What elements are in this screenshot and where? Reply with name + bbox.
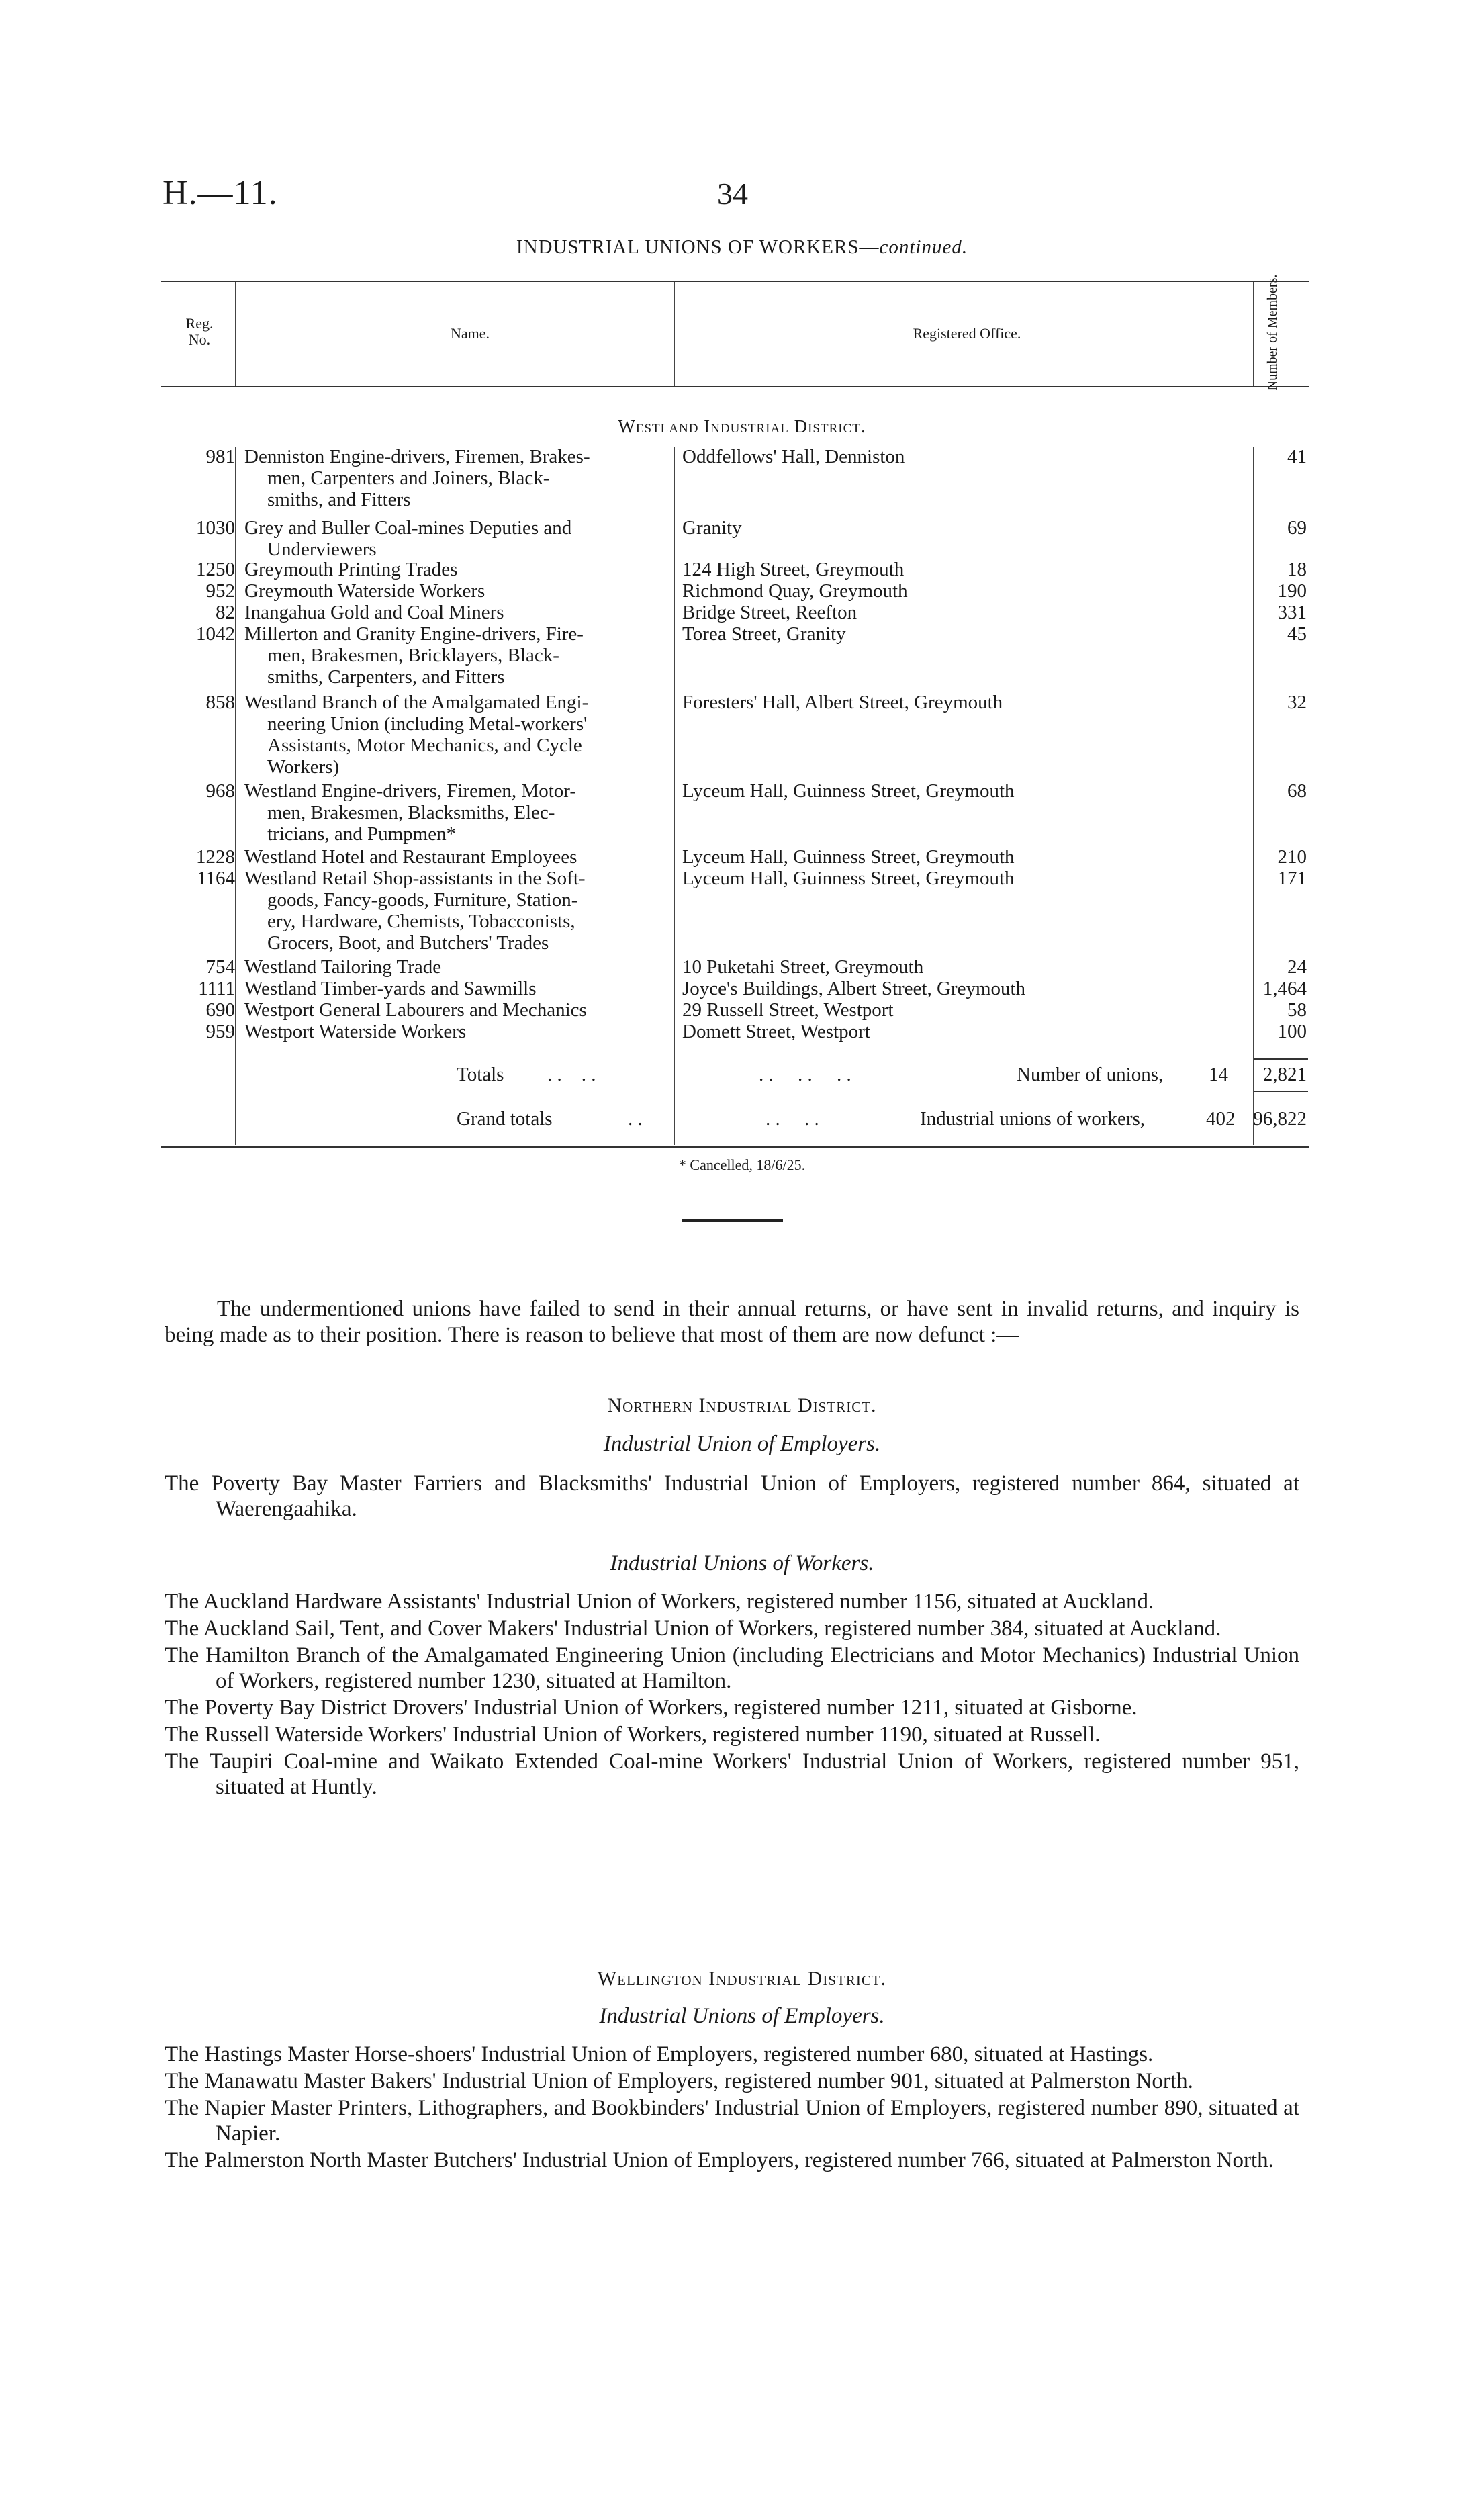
wellington-district-heading: Wellington Industrial District. (597, 1968, 887, 1990)
union-entry: The Hamilton Branch of the Amalgamated Engineering Union (including Electricians and Motor Mechanics) Industrial Union of Workers, registered number 1230, situated at Hamilton. (165, 1643, 1299, 1693)
union-name-line: ery, Hardware, Chemists, Tobacconists, (267, 911, 575, 932)
union-name (244, 978, 655, 999)
totals-leader: . . . . (547, 1064, 596, 1085)
reg-number: 981 (205, 446, 235, 467)
union-entry: The Auckland Hardware Assistants' Industrial Union of Workers, registered number 1156, situated at Auckland. (165, 1590, 1154, 1614)
union-name (244, 956, 655, 978)
reg-number: 1042 (196, 623, 235, 645)
member-count: 100 (1277, 1021, 1307, 1042)
union-name-line: Grey and Buller Coal-mines Deputies and (244, 517, 572, 539)
member-count: 24 (1287, 956, 1307, 978)
grand-totals-description: Industrial unions of workers, (920, 1108, 1146, 1130)
union-name (244, 868, 655, 954)
column-divider-reg (235, 282, 236, 386)
northern-employers-heading: Industrial Union of Employers. (603, 1432, 881, 1456)
member-count: 210 (1277, 846, 1307, 868)
table-title (0, 236, 1484, 259)
union-name-line: Westport Waterside Workers (244, 1021, 467, 1042)
union-entry: The Napier Master Printers, Lithographers, and Bookbinders' Industrial Union of Employers, registered number 890, situated at Napier. (165, 2096, 1299, 2146)
registered-office: 124 High Street, Greymouth (682, 559, 905, 580)
totals-leader-office: . . . . . . (759, 1064, 851, 1085)
union-name-line: Greymouth Waterside Workers (244, 580, 485, 602)
reg-number: 1228 (196, 846, 235, 868)
totals-description: Number of unions, (1017, 1064, 1164, 1085)
union-name-line: tricians, and Pumpmen* (267, 823, 457, 845)
union-name-line: Westland Engine-drivers, Firemen, Motor- (244, 780, 576, 802)
union-entry: The Taupiri Coal-mine and Waikato Extended Coal-mine Workers' Industrial Union of Workers, registered number 951, situated at Huntly. (165, 1749, 1299, 1799)
union-name-line: Westland Tailoring Trade (244, 956, 442, 978)
reg-number: 1164 (197, 868, 235, 889)
member-count: 45 (1287, 623, 1307, 645)
document-reference: H.—11. (163, 174, 278, 212)
member-count: 171 (1277, 868, 1307, 889)
registered-office: Lyceum Hall, Guinness Street, Greymouth (682, 780, 1015, 802)
union-entry: The Poverty Bay District Drovers' Industrial Union of Workers, registered number 1211, situated at Gisborne. (165, 1696, 1138, 1720)
registered-office: Torea Street, Granity (682, 623, 846, 645)
totals-union-count: 14 (1209, 1064, 1228, 1085)
wellington-employers-heading: Industrial Unions of Employers. (599, 2004, 885, 2028)
grand-totals-members: 96,822 (1253, 1108, 1307, 1130)
union-name-line: goods, Fancy-goods, Furniture, Station- (267, 889, 578, 911)
union-entry: The Manawatu Master Bakers' Industrial Union of Employers, registered number 901, situated at Palmerston North. (165, 2069, 1193, 2093)
section-divider (682, 1219, 783, 1222)
table-title-main: INDUSTRIAL UNIONS OF WORKERS— (516, 236, 880, 258)
northern-workers-heading: Industrial Unions of Workers. (610, 1551, 874, 1575)
column-header-office: Registered Office. (913, 325, 1021, 342)
column-divider-name (674, 282, 675, 386)
column-divider-reg-body (235, 447, 236, 1145)
union-name-line: Westport General Labourers and Mechanics (244, 999, 587, 1021)
registered-office: Granity (682, 517, 742, 539)
union-name-line: men, Carpenters and Joiners, Black- (267, 467, 550, 489)
union-name-line: Greymouth Printing Trades (244, 559, 458, 580)
footnote: * Cancelled, 18/6/25. (678, 1156, 806, 1173)
totals-top-rule (1254, 1058, 1308, 1060)
union-name-line: Westland Retail Shop-assistants in the Soft- (244, 868, 586, 889)
reg-number: 1111 (198, 978, 235, 999)
reg-number: 690 (205, 999, 235, 1021)
member-count: 68 (1287, 780, 1307, 802)
table-title-continued: continued. (879, 236, 968, 258)
totals-bottom-rule (1254, 1091, 1308, 1092)
grand-totals-leader: . . (628, 1108, 643, 1130)
northern-district-heading: Northern Industrial District. (607, 1394, 877, 1416)
union-name (244, 446, 655, 510)
union-name (244, 623, 655, 688)
reg-number: 952 (205, 580, 235, 602)
union-name-line: smiths, Carpenters, and Fitters (267, 666, 505, 688)
column-divider-name-body (674, 447, 675, 1145)
union-name-line: Westland Branch of the Amalgamated Engi- (244, 692, 589, 713)
totals-members: 2,821 (1262, 1064, 1307, 1085)
union-name-line: Millerton and Granity Engine-drivers, Fire- (244, 623, 584, 645)
union-name-line: Westland Timber-yards and Sawmills (244, 978, 537, 999)
column-header-members: Number of Members. (1265, 274, 1280, 391)
northern-workers-list (165, 1589, 1299, 1801)
union-name-line: men, Brakesmen, Blacksmiths, Elec- (267, 802, 555, 823)
union-entry: The Poverty Bay Master Farriers and Blacksmiths' Industrial Union of Employers, registered number 864, situated at Waerengaahika. (165, 1471, 1299, 1521)
member-count: 32 (1287, 692, 1307, 713)
union-name-line: Underviewers (267, 539, 377, 560)
union-name (244, 559, 655, 580)
table-top-rule (161, 281, 1309, 282)
union-entry: The Russell Waterside Workers' Industrial Union of Workers, registered number 1190, situated at Russell. (165, 1723, 1101, 1747)
reg-number: 82 (216, 602, 235, 623)
wellington-employers-list (165, 2042, 1299, 2175)
union-name-line: men, Brakesmen, Bricklayers, Black- (267, 645, 559, 666)
union-name-line: Assistants, Motor Mechanics, and Cycle (267, 735, 582, 756)
union-entry: The Hastings Master Horse-shoers' Industrial Union of Employers, registered number 680, situated at Hastings. (165, 2042, 1154, 2066)
member-count: 18 (1287, 559, 1307, 580)
reg-number: 1030 (196, 517, 235, 539)
intro-paragraph: The undermentioned unions have failed to send in their annual returns, or have sent in invalid returns, and inquiry is being made as to their position. There is reason to believe that most of them are now defunct :— (165, 1297, 1299, 1347)
union-name (244, 602, 655, 623)
union-name (244, 999, 655, 1021)
union-name (244, 517, 655, 560)
registered-office: Bridge Street, Reefton (682, 602, 857, 623)
registered-office: Oddfellows' Hall, Denniston (682, 446, 905, 467)
member-count: 190 (1277, 580, 1307, 602)
district-heading: Westland Industrial District. (618, 416, 866, 437)
member-count: 331 (1277, 602, 1307, 623)
union-name (244, 846, 655, 868)
table-bottom-rule (161, 1146, 1309, 1148)
member-count: 1,464 (1262, 978, 1307, 999)
column-header-name: Name. (450, 325, 490, 342)
reg-number: 959 (205, 1021, 235, 1042)
union-entry: The Auckland Sail, Tent, and Cover Makers' Industrial Union of Workers, registered number 384, situated at Auckland. (165, 1616, 1221, 1641)
registered-office: Foresters' Hall, Albert Street, Greymouth (682, 692, 1003, 713)
union-entry: The Palmerston North Master Butchers' Industrial Union of Employers, registered number 766, situated at Palmerston North. (165, 2148, 1274, 2173)
union-name-line: smiths, and Fitters (267, 489, 411, 510)
union-name-line: Grocers, Boot, and Butchers' Trades (267, 932, 549, 954)
union-name (244, 780, 655, 845)
column-divider-office (1253, 282, 1254, 386)
registered-office: Lyceum Hall, Guinness Street, Greymouth (682, 868, 1015, 889)
registered-office: Joyce's Buildings, Albert Street, Greymouth (682, 978, 1026, 999)
registered-office: 10 Puketahi Street, Greymouth (682, 956, 924, 978)
northern-employers-list (165, 1471, 1299, 1523)
union-name (244, 692, 655, 778)
union-name-line: Denniston Engine-drivers, Firemen, Brakes- (244, 446, 590, 467)
union-name-line: Inangahua Gold and Coal Miners (244, 602, 504, 623)
union-name (244, 580, 655, 602)
member-count: 69 (1287, 517, 1307, 539)
reg-number: 858 (205, 692, 235, 713)
member-count: 41 (1287, 446, 1307, 467)
grand-totals-label: Grand totals (457, 1108, 553, 1130)
registered-office: Richmond Quay, Greymouth (682, 580, 908, 602)
grand-totals-leader-office: . . . . (766, 1108, 819, 1130)
registered-office: Lyceum Hall, Guinness Street, Greymouth (682, 846, 1015, 868)
member-count: 58 (1287, 999, 1307, 1021)
grand-totals-union-count: 402 (1206, 1108, 1236, 1130)
reg-number: 754 (205, 956, 235, 978)
column-header-reg: Reg. No. (185, 315, 214, 348)
union-name-line: Workers) (267, 756, 340, 778)
reg-number: 1250 (196, 559, 235, 580)
page-number: 34 (717, 177, 748, 211)
registered-office: 29 Russell Street, Westport (682, 999, 894, 1021)
union-name (244, 1021, 655, 1042)
totals-label: Totals (457, 1064, 504, 1085)
union-name-line: Westland Hotel and Restaurant Employees (244, 846, 577, 868)
table-header-rule (161, 386, 1309, 387)
reg-number: 968 (205, 780, 235, 802)
union-name-line: neering Union (including Metal-workers' (267, 713, 588, 735)
registered-office: Domett Street, Westport (682, 1021, 870, 1042)
